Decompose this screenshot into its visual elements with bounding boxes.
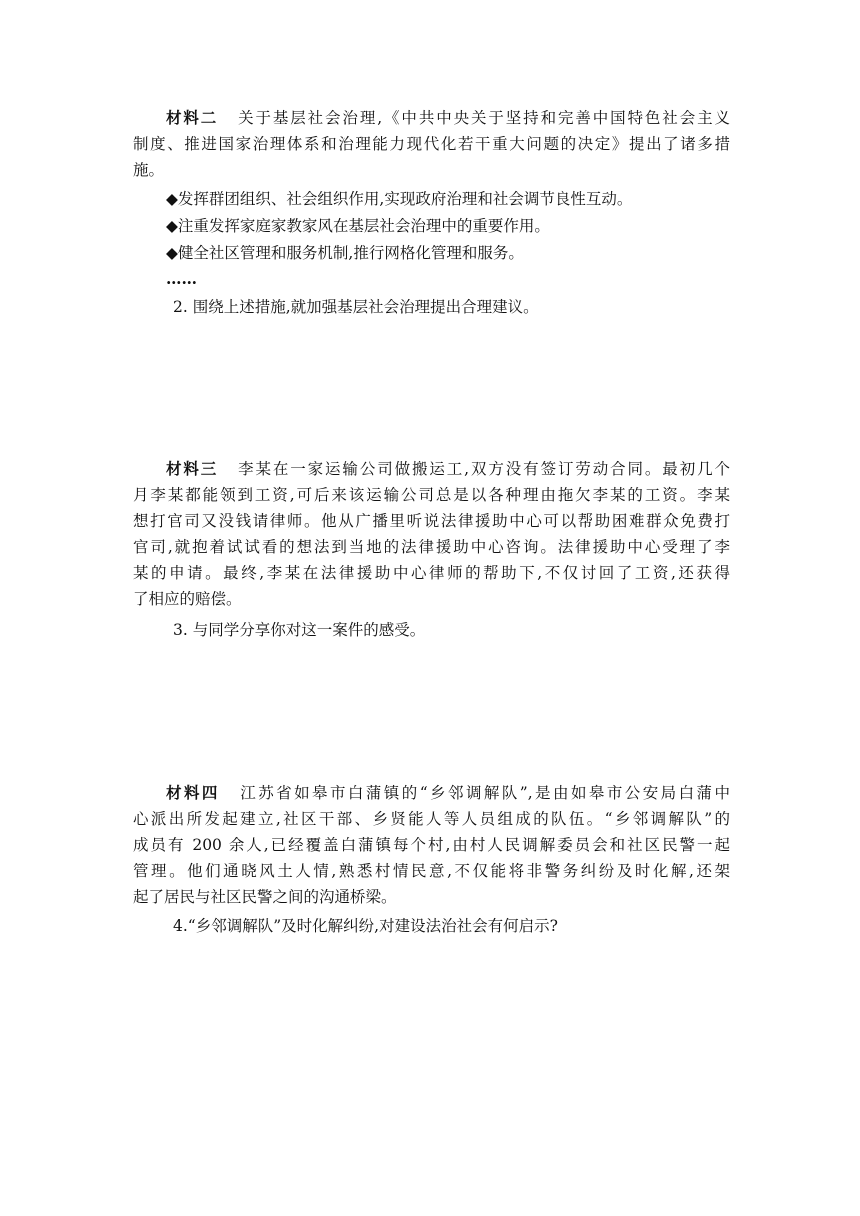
material-2-line-1	[166, 105, 730, 131]
material-4-text: 江苏省如皋市白蒲镇的“乡邻调解队”,是由如皋市公安局白蒲中	[237, 784, 730, 802]
material-3-line-1	[166, 456, 730, 482]
material-3-line-4: 官司,就抱着试试看的想法到当地的法律援助中心咨询。法律援助中心受理了李	[133, 538, 730, 556]
material-3-line-2: 月李某都能领到工资,可后来该运输公司总是以各种理由拖欠李某的工资。李某	[133, 486, 730, 504]
material-3-line-5: 某的申请。最终,李某在法律援助中心律师的帮助下,不仅讨回了工资,还获得	[133, 564, 730, 582]
ellipsis: ……	[166, 269, 197, 288]
material-4-line-3: 成员有 200 余人,已经覆盖白蒲镇每个村,由村人民调解委员会和社区民警一起	[133, 836, 730, 854]
material-2-line-2: 制度、推进国家治理体系和治理能力现代化若干重大问题的决定》提出了诸多措	[133, 135, 730, 153]
question-4: 4.“乡邻调解队”及时化解纠纷,对建设法治社会有何启示?	[173, 917, 558, 935]
material-4-label: 材料四	[166, 783, 220, 802]
material-2-line-3: 施。	[133, 161, 165, 179]
material-2-text: 关于基层社会治理,《中共中央关于坚持和完善中国特色社会主义	[236, 109, 730, 127]
material-3-label: 材料三	[166, 459, 219, 478]
material-3-line-3: 想打官司又没钱请律师。他从广播里听说法律援助中心可以帮助困难群众免费打	[133, 512, 730, 530]
bullet-item: ◆发挥群团组织、社会组织作用,实现政府治理和社会调节良性互动。	[166, 190, 633, 208]
question-3: 3. 与同学分享你对这一案件的感受。	[173, 621, 426, 639]
bullet-item: ◆健全社区管理和服务机制,推行网格化管理和服务。	[166, 244, 524, 262]
material-3-line-6: 了相应的赔偿。	[133, 590, 242, 608]
material-4-line-2: 心派出所发起建立,社区干部、乡贤能人等人员组成的队伍。“乡邻调解队”的	[133, 810, 730, 828]
material-2-label: 材料二	[166, 108, 219, 127]
question-2: 2. 围绕上述措施,就加强基层社会治理提出合理建议。	[173, 298, 539, 316]
material-4-line-1	[166, 780, 730, 806]
material-3-text: 李某在一家运输公司做搬运工,双方没有签订劳动合同。最初几个	[236, 460, 730, 478]
bullet-item: ◆注重发挥家庭家教家风在基层社会治理中的重要作用。	[166, 217, 550, 235]
material-4-line-4: 管理。他们通晓风土人情,熟悉村情民意,不仅能将非警务纠纷及时化解,还架	[133, 862, 730, 880]
material-4-line-5: 起了居民与社区民警之间的沟通桥梁。	[133, 888, 397, 906]
